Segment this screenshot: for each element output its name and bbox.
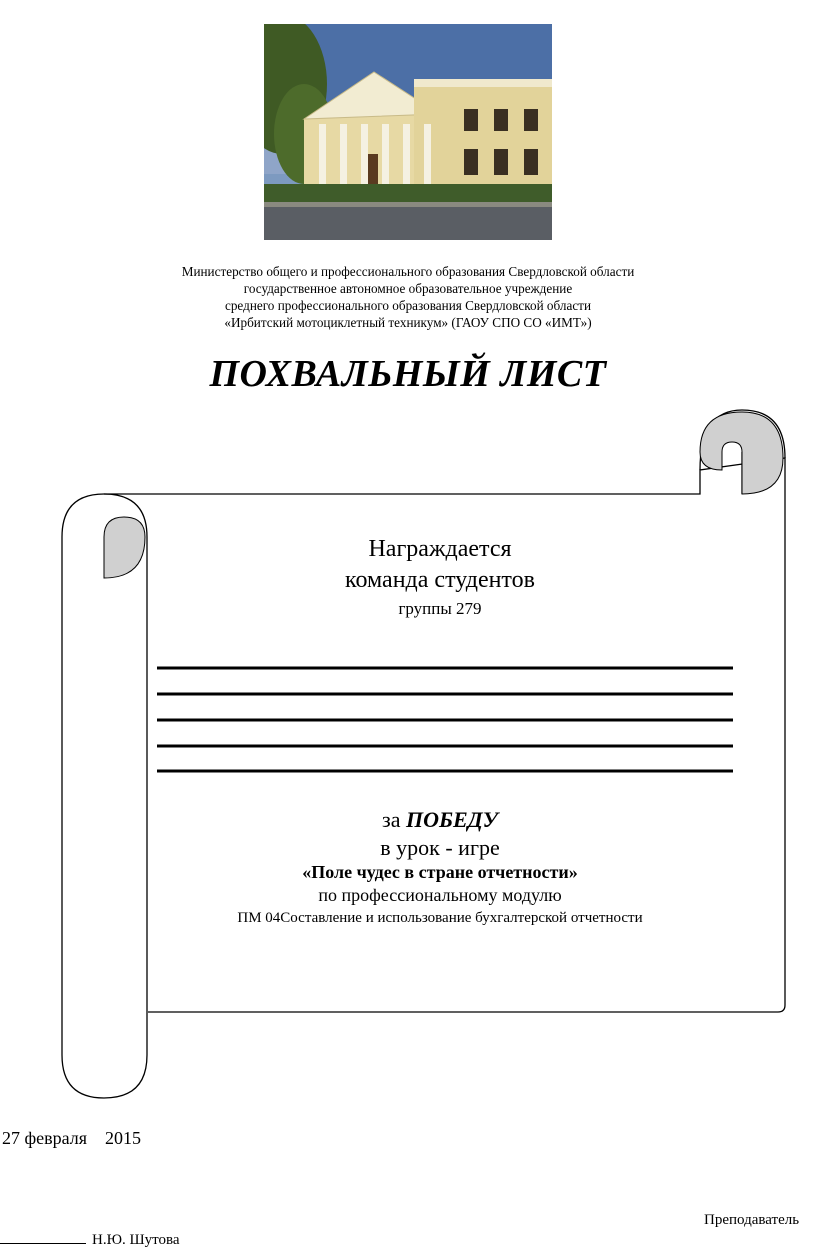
- ministry-line-1: Министерство общего и профессионального образования Свердловской области: [181, 264, 635, 279]
- ministry-line-2: государственное автономное образовательное учреждение: [243, 281, 573, 296]
- teacher-role: Преподаватель: [704, 1212, 800, 1228]
- victory-text: ПОБЕДУ: [405, 807, 498, 832]
- ministry-line-4: «Ирбитский мотоциклетный техникум» (ГАОУ СПО СО «ИМТ»): [224, 315, 592, 330]
- awarded-text: Награждается: [368, 536, 512, 562]
- ministry-line-3: среднего профессионального образования Свердловской области: [224, 298, 592, 313]
- module-name: ПМ 04Составление и использование бухгалтерской отчетности: [237, 910, 643, 926]
- for-prefix: за: [382, 807, 401, 832]
- group-text: группы 279: [398, 599, 482, 618]
- signature-line: [0, 1243, 86, 1244]
- team-text: команда студентов: [345, 567, 535, 593]
- scroll-curl-left: [104, 517, 145, 578]
- module-label: по профессиональному модулю: [318, 885, 562, 905]
- page-title: ПОХВАЛЬНЫЙ ЛИСТ: [209, 353, 607, 395]
- game-text: в урок - игре: [380, 835, 500, 860]
- scroll-curl-right: [700, 412, 783, 494]
- award-date: 27 февраля 2015: [2, 1128, 142, 1148]
- game-name: «Поле чудес в стране отчетности»: [302, 862, 578, 882]
- teacher-name: Н.Ю. Шутова: [92, 1232, 180, 1248]
- for-victory-line: [150, 806, 730, 834]
